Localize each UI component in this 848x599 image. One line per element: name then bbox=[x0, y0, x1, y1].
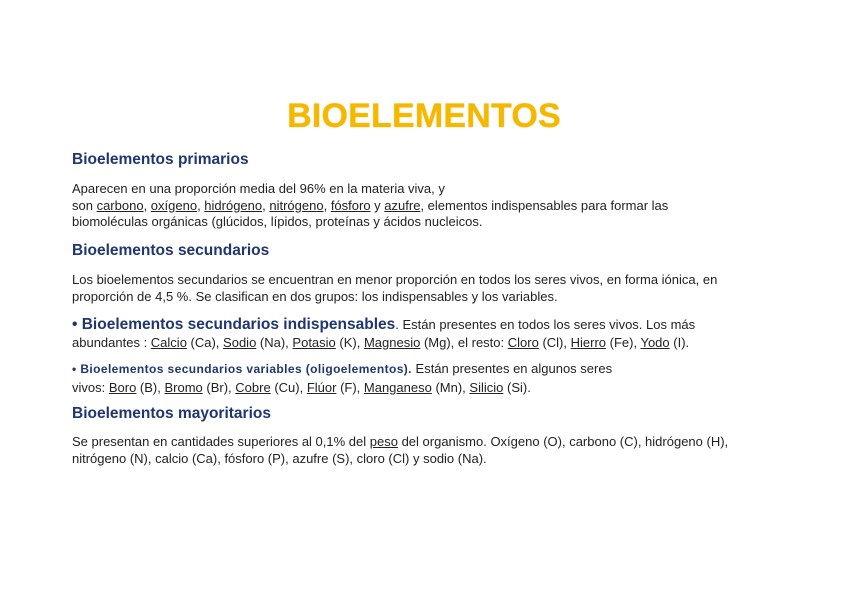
sep: , bbox=[197, 197, 205, 213]
paragraph-mayoritarios bbox=[72, 434, 782, 467]
symbol: (Cu), bbox=[270, 379, 307, 395]
variables-text2-pre: vivos: bbox=[72, 379, 109, 395]
sep: , bbox=[143, 197, 151, 213]
sep: , bbox=[262, 197, 270, 213]
link-potasio[interactable]: Potasio bbox=[292, 334, 336, 350]
link-peso[interactable]: peso bbox=[369, 434, 398, 449]
symbol: (Si). bbox=[503, 379, 531, 395]
primarios-line3: biomoléculas orgánicas (glúcidos, lípidos, proteínas y ácidos nucleicos. bbox=[72, 214, 483, 229]
link-magnesio[interactable]: Magnesio bbox=[363, 334, 421, 350]
primarios-line2-post: , elementos indispensables para formar las bbox=[420, 197, 669, 213]
symbol: (Na), bbox=[256, 334, 293, 350]
link-sodio[interactable]: Sodio bbox=[223, 334, 257, 350]
mayoritarios-text-pre: Se presentan en cantidades superiores al 0,1% del bbox=[72, 434, 370, 449]
paragraph-variables bbox=[72, 360, 782, 396]
link-oxigeno[interactable]: oxígeno bbox=[150, 197, 198, 213]
link-carbono[interactable]: carbono bbox=[96, 197, 144, 213]
link-boro[interactable]: Boro bbox=[108, 379, 137, 395]
heading-secundarios: Bioelementos secundarios bbox=[72, 242, 270, 259]
indispensables-text1: . Están presentes en todos los seres vivos. Los más bbox=[395, 317, 696, 332]
symbol: (Mg), el resto: bbox=[420, 334, 508, 350]
link-yodo[interactable]: Yodo bbox=[640, 334, 670, 350]
mayoritarios-text-post: del organismo. Oxígeno (O), carbono (C), hidrógeno (H), nitrógeno (N), calcio (Ca), fósforo (P), azufre (S), cloro (Cl) y sodio (Na). bbox=[72, 434, 729, 466]
link-hidrogeno[interactable]: hidrógeno bbox=[204, 197, 263, 213]
link-azufre[interactable]: azufre bbox=[384, 197, 421, 213]
link-silicio[interactable]: Silicio bbox=[469, 379, 504, 395]
symbol: (Fe), bbox=[606, 334, 641, 350]
link-fosforo[interactable]: fósforo bbox=[330, 197, 371, 213]
link-calcio[interactable]: Calcio bbox=[150, 334, 187, 350]
page-title: BIOELEMENTOS bbox=[287, 97, 561, 135]
symbol: (Ca), bbox=[186, 334, 224, 350]
link-bromo[interactable]: Bromo bbox=[164, 379, 203, 395]
symbol: (Br), bbox=[202, 379, 236, 395]
symbol: (F), bbox=[336, 379, 364, 395]
primarios-line1: Aparecen en una proporción media del 96% en la materia viva, y bbox=[72, 181, 445, 196]
conj: y bbox=[370, 197, 385, 213]
paragraph-primarios bbox=[72, 181, 782, 231]
primarios-line2-pre: son bbox=[72, 197, 97, 213]
paragraph-secundarios: Los bioelementos secundarios se encuentran en menor proporción en todos los seres vivos, en forma iónica, en proporción de 4,5 %. Se clasifican en dos grupos: los indispensables y los variables. bbox=[72, 272, 718, 304]
symbol: (B), bbox=[136, 379, 165, 395]
symbol: (I). bbox=[669, 334, 690, 350]
link-cobre[interactable]: Cobre bbox=[235, 379, 271, 395]
variables-text1: Están presentes en algunos seres bbox=[411, 361, 613, 376]
link-manganeso[interactable]: Manganeso bbox=[363, 379, 432, 395]
symbol: (Cl), bbox=[538, 334, 571, 350]
bullet-indispensables: • Bioelementos secundarios indispensables bbox=[72, 316, 396, 333]
link-fluor[interactable]: Flúor bbox=[306, 379, 337, 395]
heading-primarios: Bioelementos primarios bbox=[72, 151, 249, 168]
heading-mayoritarios: Bioelementos mayoritarios bbox=[72, 405, 271, 422]
sep: , bbox=[323, 197, 331, 213]
symbol: (Mn), bbox=[431, 379, 470, 395]
link-nitrogeno[interactable]: nitrógeno bbox=[269, 197, 324, 213]
link-cloro[interactable]: Cloro bbox=[507, 334, 539, 350]
paragraph-indispensables bbox=[72, 316, 782, 351]
link-hierro[interactable]: Hierro bbox=[570, 334, 607, 350]
indispensables-text2-pre: abundantes : bbox=[72, 334, 151, 350]
symbol: (K), bbox=[335, 334, 364, 350]
bullet-variables: • Bioelementos secundarios variables (oligoelementos). bbox=[72, 362, 412, 376]
